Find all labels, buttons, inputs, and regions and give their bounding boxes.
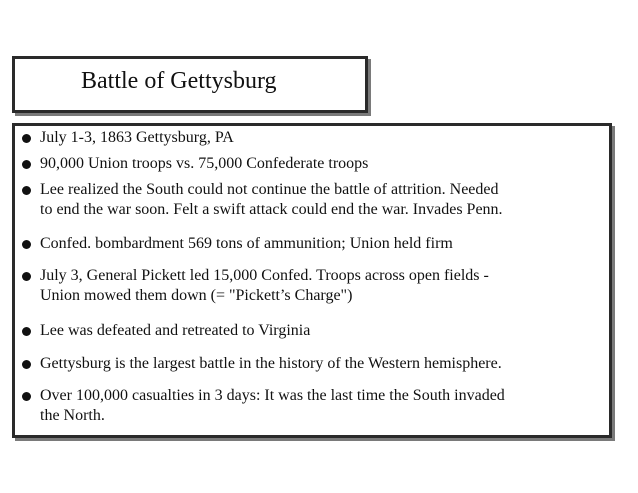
bullet-dot-icon (22, 186, 31, 195)
bullet-text: 90,000 Union troops vs. 75,000 Confederate troops (40, 155, 369, 172)
bullet-text: July 1-3, 1863 Gettysburg, PA (40, 129, 234, 146)
bullet-dot-icon (22, 134, 31, 143)
bullet-dot-icon (22, 392, 31, 401)
slide-title: Battle of Gettysburg (81, 68, 277, 94)
content-box (12, 123, 612, 438)
bullet-text: Lee realized the South could not continue the battle of attrition. Needed to end the war soon. Felt a swift attack could end the war. Invades Penn. (40, 181, 503, 218)
bullet-dot-icon (22, 360, 31, 369)
bullet-dot-icon (22, 240, 31, 249)
bullet-text: July 3, General Pickett led 15,000 Confed. Troops across open fields - Union mowed them down (= "Pickett’s Charge") (40, 267, 489, 304)
bullet-text: Gettysburg is the largest battle in the history of the Western hemisphere. (40, 355, 502, 372)
bullet-text: Confed. bombardment 569 tons of ammunition; Union held firm (40, 235, 453, 252)
bullet-text: Lee was defeated and retreated to Virginia (40, 322, 311, 339)
bullet-dot-icon (22, 327, 31, 336)
bullet-dot-icon (22, 160, 31, 169)
title-box (12, 56, 368, 113)
bullet-dot-icon (22, 272, 31, 281)
bullet-text: Over 100,000 casualties in 3 days: It was the last time the South invaded the North. (40, 387, 505, 424)
